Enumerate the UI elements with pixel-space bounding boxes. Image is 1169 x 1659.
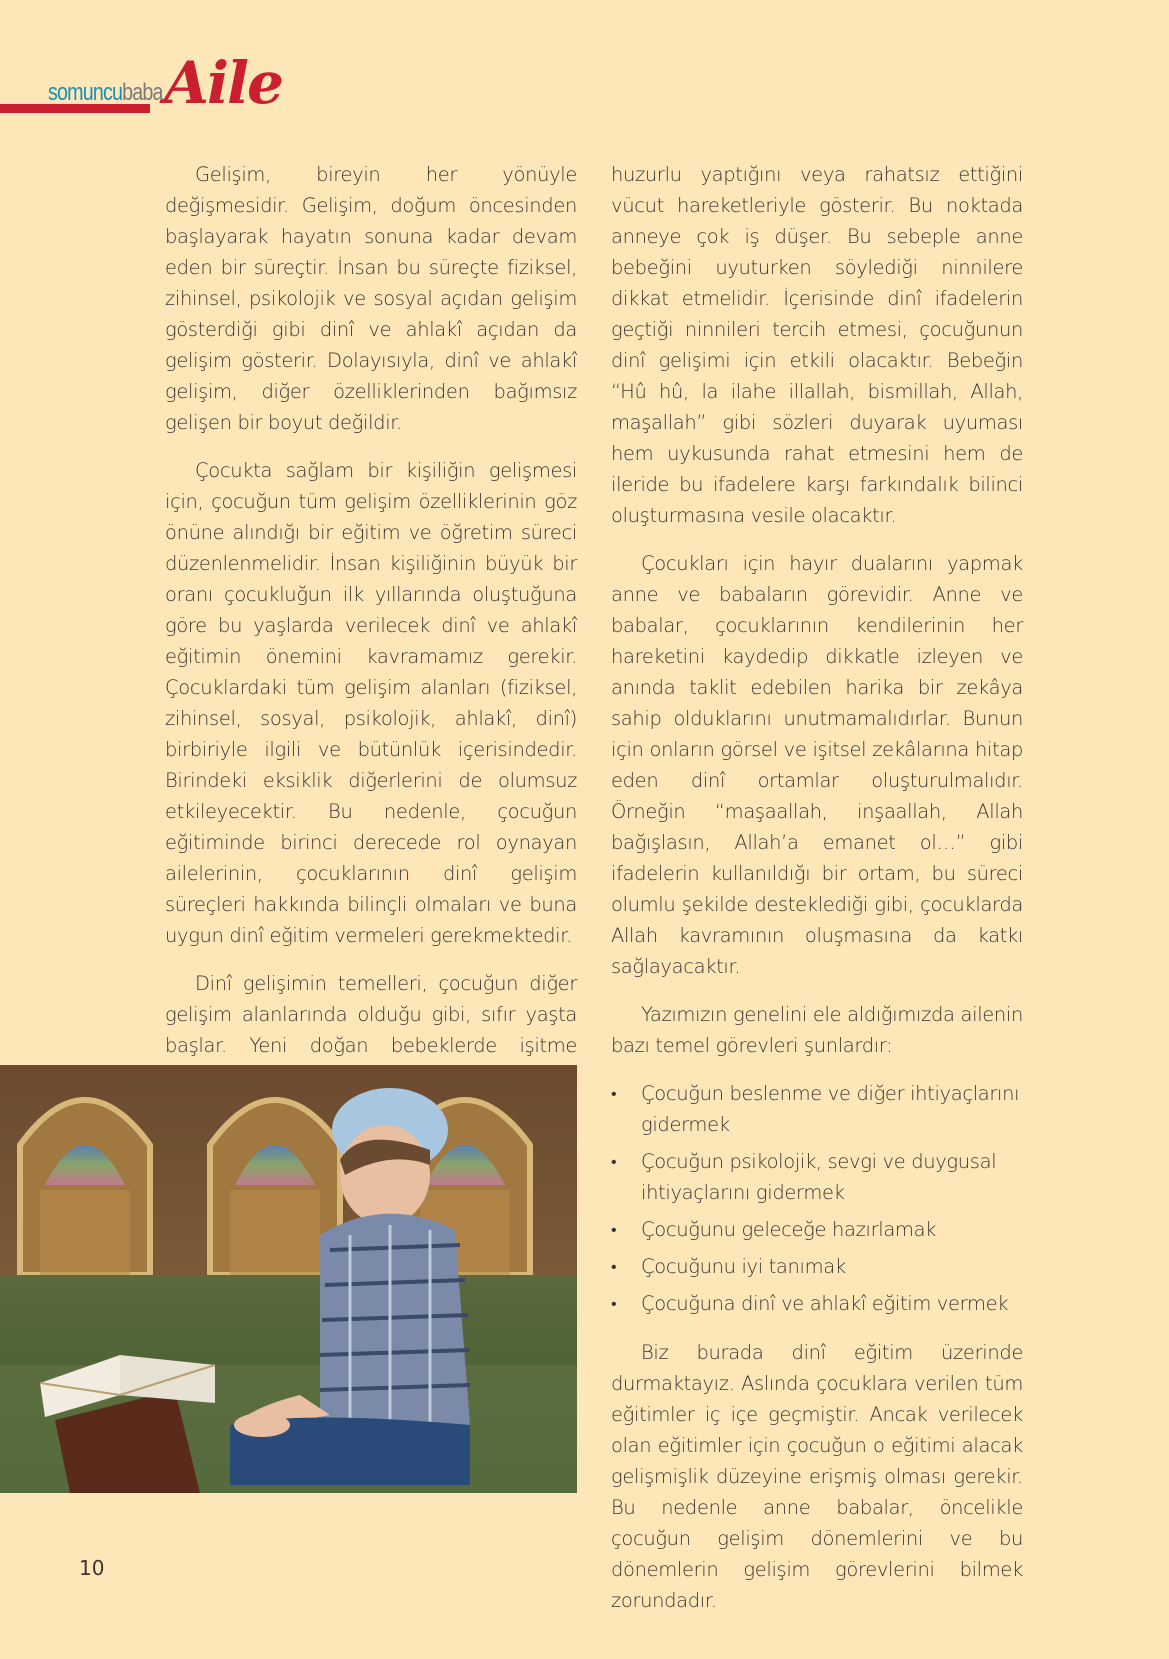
duties-list [611, 1078, 1023, 1319]
page-number: 10 [79, 1556, 105, 1580]
photo-illustration [0, 1065, 577, 1493]
duty-item: • Çocuğuna dinî ve ahlakî eğitim vermek [611, 1288, 1023, 1319]
right-paragraph-1: huzurlu yaptığını veya rahatsız ettiğini vücut hareketleriyle gösterir. Bu noktada anneye çok iş düşer. Bu sebeple anne bebeğini uyuturken söylediği ninnilere dikkat etmelidir. İçerisinde dinî ifadelerin geçtiği ninnileri tercih etmesi, çocuğunun dinî gelişimi için etkili olacaktır. Bebeğin “Hû hû, la ilahe illallah, bismillah, Allah, maşallah” gibi sözleri duyarak uyuması hem uykusunda rahat etmesini hem de ileride bu ifadelere karşı farkındalık bilinci oluşturmasına vesile olacaktır. [611, 163, 1023, 527]
right-paragraph-3: Yazımızın genelini ele aldığımızda ailenin bazı temel görevleri şunlardır: [611, 1003, 1023, 1057]
left-paragraph-1: Gelişim, bireyin her yönüyle değişmesidir. Gelişim, doğum öncesinden başlayarak hayatın sonuna kadar devam eden bir süreçtir. İnsan bu süreçte fiziksel, zihinsel, psikolojik ve sosyal açıdan gelişim gösterdiği gibi dinî ve ahlakî açıdan da gelişim gösterir. Dolayısıyla, dinî ve ahlakî gelişim, diğer özelliklerinden bağımsız gelişen bir boyut değildir. [165, 163, 577, 434]
brand-part-1: somuncu [48, 79, 123, 106]
right-column [611, 159, 1023, 1633]
left-paragraph-3: Dinî gelişimin temelleri, çocuğun diğer gelişim alanlarında olduğu gibi, sıfır yaşta başlar. Yeni doğan bebeklerde işitme [165, 972, 577, 1057]
right-paragraph-2: Çocukları için hayır dualarını yapmak anne ve babaların görevidir. Anne ve babalar, çocuklarının kendilerinin her hareketini kaydedip dikkatle izleyen ve anında taklit edebilen harika bir zekâya sahip olduklarını unutmamalıdırlar. Bunun için onların görsel ve işitsel zekâlarına hitap eden dinî ortamlar oluşturulmalıdır. Örneğin “maşaallah, inşaallah, Allah bağışlasın, Allah’a emanet ol…” gibi ifadelerin kullanıldığı bir ortam, bu süreci olumlu şekilde desteklediği gibi, çocuklarda Allah kavramının oluşmasına da katkı sağlayacaktır. [611, 552, 1023, 978]
duty-item: • Çocuğunu geleceğe hazırlamak [611, 1214, 1023, 1245]
brand-part-2: baba [122, 79, 163, 106]
left-paragraph-2: Çocukta sağlam bir kişiliğin gelişmesi için, çocuğun tüm gelişim özelliklerinin göz önüne alındığı bir eğitim ve öğretim süreci düzenlenmelidir. İnsan kişiliğinin büyük bir oranı çocukluğun ilk yıllarında oluştuğuna göre bu yaşlarda verilecek dinî ve ahlakî eğitimin önemini kavramamız gerekir. Çocuklardaki tüm gelişim alanları (fiziksel, zihinsel, sosyal, psikolojik, ahlakî, dinî) birbiriyle ilgili ve bütünlük içerisindedir. Birindeki eksiklik diğerlerini de olumsuz etkileyecektir. Bu nedenle, çocuğun eğitiminde birinci derecede rol oynayan ailelerinin, çocuklarının dinî gelişim süreçleri hakkında bilinçli olmaları ve buna uygun dinî eğitim vermeleri gerekmektedir. [165, 459, 577, 947]
magazine-title: Aile [164, 49, 282, 117]
duty-item: • Çocuğunu iyi tanımak [611, 1251, 1023, 1282]
left-column [165, 159, 577, 1140]
duty-item: • Çocuğun psikolojik, sevgi ve duygusal ihtiyaçlarını gidermek [611, 1146, 1023, 1208]
duty-item: • Çocuğun beslenme ve diğer ihtiyaçlarını gidermek [611, 1078, 1023, 1140]
closing-paragraph: Biz burada dinî eğitim üzerinde durmaktayız. Aslında çocuklara verilen tüm eğitimler iç içe geçmiştir. Ancak verilecek olan eğitimler için çocuğun o eğitimi alacak gelişmişlik düzeyine erişmiş olması gerekir. Bu nedenle anne babalar, öncelikle çocuğun gelişim dönemlerini ve bu dönemlerin gelişim görevlerini bilmek zorundadır. [611, 1341, 1023, 1612]
magazine-header [0, 49, 282, 130]
brand-logo-text [48, 79, 163, 107]
child-reading-photo [0, 1065, 577, 1493]
